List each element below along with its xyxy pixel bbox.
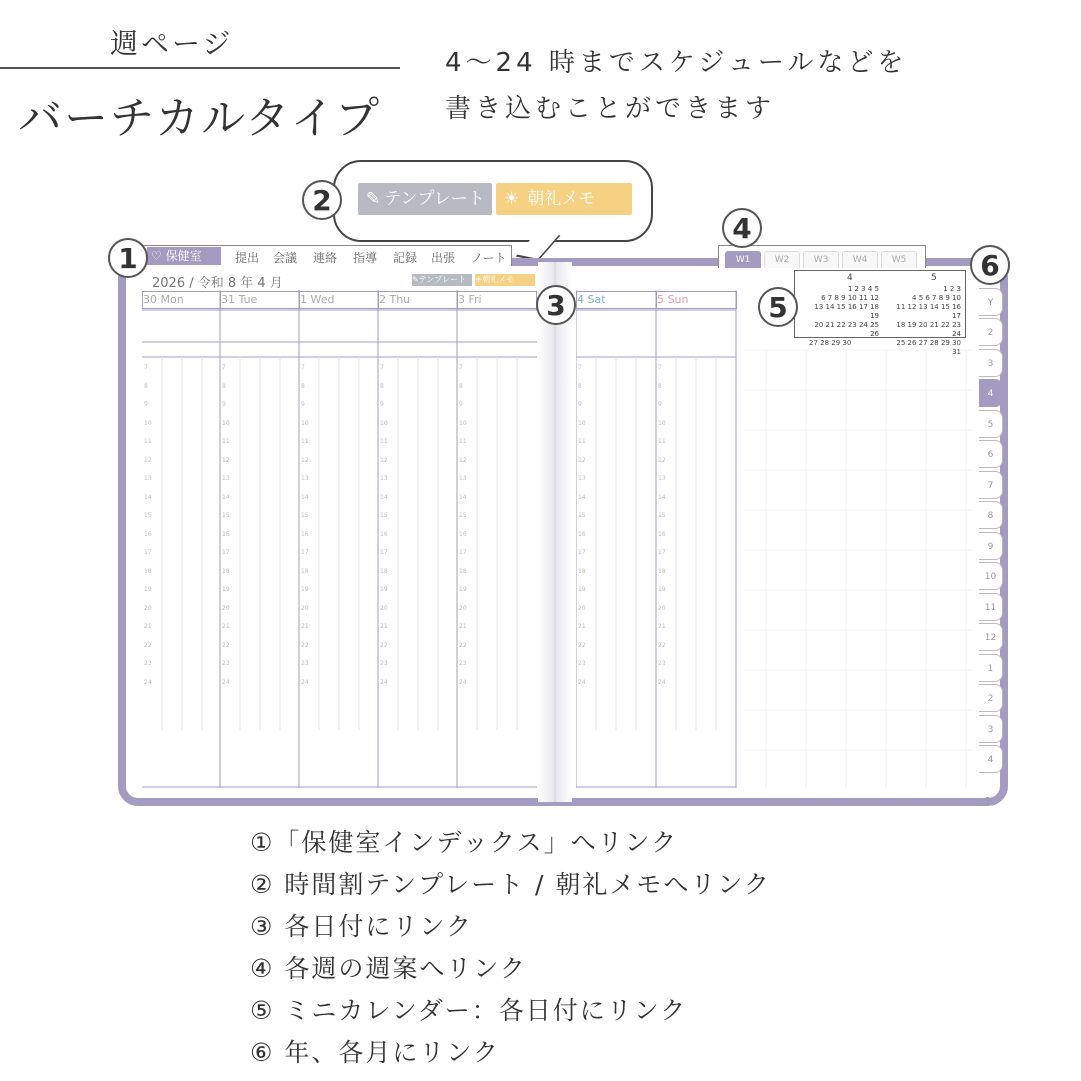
index-tab-shucchou[interactable]: 出張	[431, 251, 456, 265]
page-title: バーチカルタイプ	[18, 93, 382, 144]
mini-calendar-row[interactable]: 11 12 13 14 15 16 17	[896, 303, 961, 320]
hour-label: 8	[459, 382, 463, 390]
mini-calendar-month-1: 4	[847, 273, 853, 283]
mini-calendar-grid-2[interactable]	[891, 285, 961, 357]
hour-label: 15	[144, 512, 152, 519]
hour-label: 15	[222, 512, 230, 519]
hour-label: 16	[658, 530, 666, 538]
day-link-sun[interactable]	[656, 291, 737, 309]
hour-label: 24	[459, 678, 467, 686]
hour-label: 15	[578, 512, 586, 519]
day-link-thu[interactable]: 2 Thu	[378, 291, 458, 309]
hour-label: 19	[658, 586, 666, 593]
right-page-grid	[576, 290, 973, 788]
month-tab-12[interactable]: 12	[979, 623, 1003, 651]
hour-label: 10	[380, 419, 388, 427]
hour-label: 12	[459, 456, 467, 464]
day-label-sat: 4 Sat	[577, 293, 606, 306]
month-tab-2[interactable]: 2	[979, 318, 1003, 346]
day-link-mon[interactable]: 30 Mon	[142, 291, 221, 309]
morning-memo-button[interactable]	[496, 183, 632, 215]
mini-template-button[interactable]	[412, 274, 472, 286]
hour-label: 7	[459, 364, 463, 371]
month-tab-bar	[979, 288, 1005, 788]
left-page-grid	[142, 290, 537, 788]
hour-label: 7	[380, 364, 384, 371]
mini-calendar-row[interactable]: 25 26 27 28 29 30 31	[896, 339, 961, 356]
hour-label: 22	[459, 641, 467, 649]
month-tab-9[interactable]: 9	[979, 532, 1003, 560]
hour-label: 12	[301, 456, 309, 464]
mini-calendar-row[interactable]: 1 2 3	[943, 285, 961, 293]
month-tab-5[interactable]: 5	[979, 410, 1003, 438]
hour-label: 24	[380, 678, 388, 686]
callout-5: 5	[758, 287, 798, 327]
hour-label: 13	[144, 475, 152, 482]
hour-label: 21	[459, 623, 467, 630]
hour-label: 18	[380, 567, 388, 575]
hour-label: 23	[578, 660, 586, 667]
hour-label: 16	[380, 530, 388, 538]
hour-label: 24	[144, 678, 152, 686]
legend-item-6: ⑥ 年、各月にリンク	[250, 1038, 500, 1067]
hour-label: 13	[658, 475, 666, 482]
hour-label: 9	[658, 401, 662, 408]
hour-label: 21	[222, 623, 230, 630]
hour-label: 18	[301, 567, 309, 575]
month-tab-next-1[interactable]: 1	[979, 654, 1003, 682]
hour-label: 8	[578, 382, 582, 390]
hour-label: 21	[658, 623, 666, 630]
template-button-label: テンプレート	[384, 189, 485, 209]
hour-label: 8	[301, 382, 305, 390]
hour-label: 24	[578, 678, 586, 686]
hour-label: 20	[578, 604, 586, 612]
legend-item-3: ③ 各日付にリンク	[250, 912, 473, 941]
index-tab-kaigi[interactable]: 会議	[273, 251, 298, 265]
description-line-1: 4〜24 時までスケジュールなどを	[445, 48, 908, 78]
day-link-wed[interactable]: 1 Wed	[299, 291, 379, 309]
hour-label: 9	[380, 401, 384, 408]
hour-label: 13	[380, 475, 388, 482]
edit-icon: ✎	[412, 275, 419, 284]
hour-label: 11	[578, 438, 586, 445]
hour-label: 24	[222, 678, 230, 686]
mini-morning-memo-button-label: 朝礼メモ	[482, 275, 515, 284]
hour-label: 10	[658, 419, 666, 427]
page-subtitle: 週ページ	[110, 27, 234, 60]
mini-calendar-row[interactable]: 1 2 3 4 5	[847, 285, 879, 293]
hour-label: 17	[222, 549, 230, 556]
hour-label: 7	[222, 364, 226, 371]
hour-label: 7	[578, 364, 582, 371]
title-divider	[0, 67, 400, 69]
hour-label: 17	[459, 549, 467, 556]
hour-label: 9	[578, 401, 582, 408]
hour-label: 11	[459, 438, 467, 445]
mini-calendar-row[interactable]: 20 21 22 23 24 25 26	[814, 321, 879, 338]
mini-calendar-row[interactable]: 4 5 6 7 8 9 10	[912, 294, 961, 302]
hour-label: 12	[222, 456, 230, 464]
hour-label: 18	[222, 567, 230, 575]
hour-label: 19	[380, 586, 388, 593]
hour-label: 16	[459, 530, 467, 538]
legend-item-5: ⑤ ミニカレンダー：各日付にリンク	[250, 996, 688, 1025]
hour-label: 20	[144, 604, 152, 612]
hour-label: 19	[222, 586, 230, 593]
day-link-sat[interactable]	[576, 291, 657, 309]
hour-label: 15	[459, 512, 467, 519]
hour-label: 23	[144, 660, 152, 667]
hour-label: 14	[301, 493, 309, 501]
hour-label: 23	[380, 660, 388, 667]
hour-label: 23	[301, 660, 309, 667]
week-tab-w2[interactable]: W2	[764, 251, 800, 268]
hour-label: 21	[144, 623, 152, 630]
hour-label: 12	[578, 456, 586, 464]
hour-label: 23	[658, 660, 666, 667]
index-tab-note[interactable]: ノート	[471, 251, 507, 265]
hour-label: 12	[144, 456, 152, 464]
hour-label: 12	[380, 456, 388, 464]
mini-calendar-row[interactable]: 18 19 20 21 22 23 24	[896, 321, 961, 338]
hour-label: 10	[144, 419, 152, 427]
hour-label: 21	[578, 623, 586, 630]
hour-label: 22	[658, 641, 666, 649]
hour-label: 22	[578, 641, 586, 649]
date-line: 2026 / 令和 8 年 4 月	[152, 276, 283, 291]
hour-label: 17	[144, 549, 152, 556]
hour-label: 10	[578, 419, 586, 427]
sunrise-icon: ☀	[504, 189, 520, 209]
hour-label: 22	[222, 641, 230, 649]
mini-calendar	[794, 270, 966, 356]
index-tab-bar	[142, 245, 512, 266]
hour-label: 15	[301, 512, 309, 519]
month-tab-next-2[interactable]: 2	[979, 684, 1003, 712]
hour-label: 20	[658, 604, 666, 612]
hour-label: 10	[301, 419, 309, 427]
page-spine	[538, 262, 572, 802]
hour-label: 14	[578, 493, 586, 501]
month-tab-year[interactable]: Y	[979, 288, 1003, 316]
hour-label: 8	[144, 382, 148, 390]
week-tab-w1[interactable]: W1	[725, 251, 761, 268]
month-tab-next-4[interactable]: 4	[979, 745, 1003, 773]
month-tab-6[interactable]: 6	[979, 440, 1003, 468]
hour-label: 20	[301, 604, 309, 612]
hour-label: 9	[459, 401, 463, 408]
index-tab-renraku[interactable]: 連絡	[313, 251, 338, 265]
hour-label: 17	[578, 549, 586, 556]
hour-label: 17	[658, 549, 666, 556]
index-tab-hoken[interactable]	[147, 247, 221, 265]
hour-label: 17	[301, 549, 309, 556]
month-tab-next-3[interactable]: 3	[979, 715, 1003, 743]
week-tab-w5[interactable]: W5	[881, 251, 917, 268]
hour-label: 21	[301, 623, 309, 630]
week-tab-w3[interactable]: W3	[803, 251, 839, 268]
hour-label: 7	[658, 364, 662, 371]
hour-label: 16	[301, 530, 309, 538]
mini-calendar-row[interactable]: 13 14 15 16 17 18 19	[814, 303, 879, 320]
hour-label: 20	[380, 604, 388, 612]
hour-label: 19	[578, 586, 586, 593]
legend-item-1: ①「保健室インデックス」へリンク	[250, 828, 679, 857]
day-link-tue[interactable]: 31 Tue	[220, 291, 300, 309]
hour-label: 10	[459, 419, 467, 427]
hour-label: 13	[459, 475, 467, 482]
hour-label: 23	[222, 660, 230, 667]
help-corner-icon[interactable]: ?	[985, 795, 991, 808]
hour-label: 20	[459, 604, 467, 612]
hour-label: 9	[301, 401, 305, 408]
hour-label: 14	[459, 493, 467, 501]
description	[445, 40, 907, 132]
callout-2: 2	[302, 180, 342, 220]
mini-calendar-row[interactable]: 27 28 29 30	[809, 339, 852, 347]
legend-item-4: ④ 各週の週案へリンク	[250, 954, 527, 983]
hour-label: 17	[380, 549, 388, 556]
description-line-2: 書き込むことができます	[445, 94, 776, 124]
hour-label: 11	[380, 438, 388, 445]
sunrise-icon: ☀	[475, 275, 483, 284]
hour-label: 11	[301, 438, 309, 445]
hour-label: 14	[222, 493, 230, 501]
hour-label: 14	[658, 493, 666, 501]
hour-label: 11	[222, 438, 230, 445]
hour-label: 18	[578, 567, 586, 575]
index-tab-shidou[interactable]: 指導	[353, 251, 378, 265]
month-tab-11[interactable]: 11	[979, 593, 1003, 621]
callout-6: 6	[970, 245, 1010, 285]
hour-label: 18	[459, 567, 467, 575]
hour-label: 8	[380, 382, 384, 390]
mini-morning-memo-button[interactable]	[475, 274, 535, 286]
hour-label: 18	[658, 567, 666, 575]
hour-label: 7	[301, 364, 305, 371]
day-link-fri[interactable]: 3 Fri	[457, 291, 537, 309]
month-tab-4[interactable]: 4	[979, 379, 1003, 407]
hour-label: 13	[222, 475, 230, 482]
legend	[250, 822, 771, 1074]
hour-label: 18	[144, 567, 152, 575]
heart-icon: ♡	[151, 249, 162, 263]
mini-calendar-row[interactable]: 6 7 8 9 10 11 12	[821, 294, 879, 302]
hour-label: 24	[658, 678, 666, 686]
morning-memo-button-label: 朝礼メモ	[527, 189, 596, 209]
hour-label: 19	[301, 586, 309, 593]
hour-label: 14	[144, 493, 152, 501]
mini-calendar-grid-1[interactable]	[809, 285, 879, 348]
hour-label: 15	[380, 512, 388, 519]
hour-label: 16	[578, 530, 586, 538]
month-tab-3[interactable]: 3	[979, 349, 1003, 377]
hour-label: 9	[222, 401, 226, 408]
hour-label: 12	[658, 456, 666, 464]
callout-1: 1	[108, 238, 148, 278]
hour-label: 10	[222, 419, 230, 427]
hour-label: 16	[144, 530, 152, 538]
hour-label: 21	[380, 623, 388, 630]
hour-label: 13	[578, 475, 586, 482]
edit-icon: ✎	[366, 189, 381, 209]
hour-label: 9	[144, 401, 148, 408]
month-tab-10[interactable]: 10	[979, 562, 1003, 590]
hour-label: 19	[144, 586, 152, 593]
hour-label: 16	[222, 530, 230, 538]
week-tab-bar	[718, 245, 926, 268]
hour-label: 20	[222, 604, 230, 612]
hour-label: 8	[658, 382, 662, 390]
template-button[interactable]	[358, 183, 492, 215]
callout-3: 3	[536, 285, 576, 325]
hour-label: 22	[144, 641, 152, 649]
hour-label: 7	[144, 364, 148, 371]
mini-template-button-label: テンプレート	[418, 275, 466, 284]
day-label-sun: 5 Sun	[657, 293, 689, 306]
hour-label: 15	[658, 512, 666, 519]
hour-label: 24	[301, 678, 309, 686]
hour-label: 14	[380, 493, 388, 501]
index-tab-teishutsu[interactable]: 提出	[235, 251, 260, 265]
hour-label: 11	[658, 438, 666, 445]
index-tab-hoken-label: 保健室	[165, 249, 202, 263]
hour-label: 22	[301, 641, 309, 649]
hour-label: 19	[459, 586, 467, 593]
mini-calendar-month-2: 5	[931, 273, 937, 283]
legend-item-2: ② 時間割テンプレート / 朝礼メモへリンク	[250, 870, 771, 899]
hour-label: 8	[222, 382, 226, 390]
month-tab-7[interactable]: 7	[979, 471, 1003, 499]
hour-label: 11	[144, 438, 152, 445]
month-tab-8[interactable]: 8	[979, 501, 1003, 529]
callout-4: 4	[722, 208, 762, 248]
hour-label: 22	[380, 641, 388, 649]
index-tab-kiroku[interactable]: 記録	[393, 251, 418, 265]
hour-label: 23	[459, 660, 467, 667]
hour-label: 13	[301, 475, 309, 482]
week-tab-w4[interactable]: W4	[842, 251, 878, 268]
